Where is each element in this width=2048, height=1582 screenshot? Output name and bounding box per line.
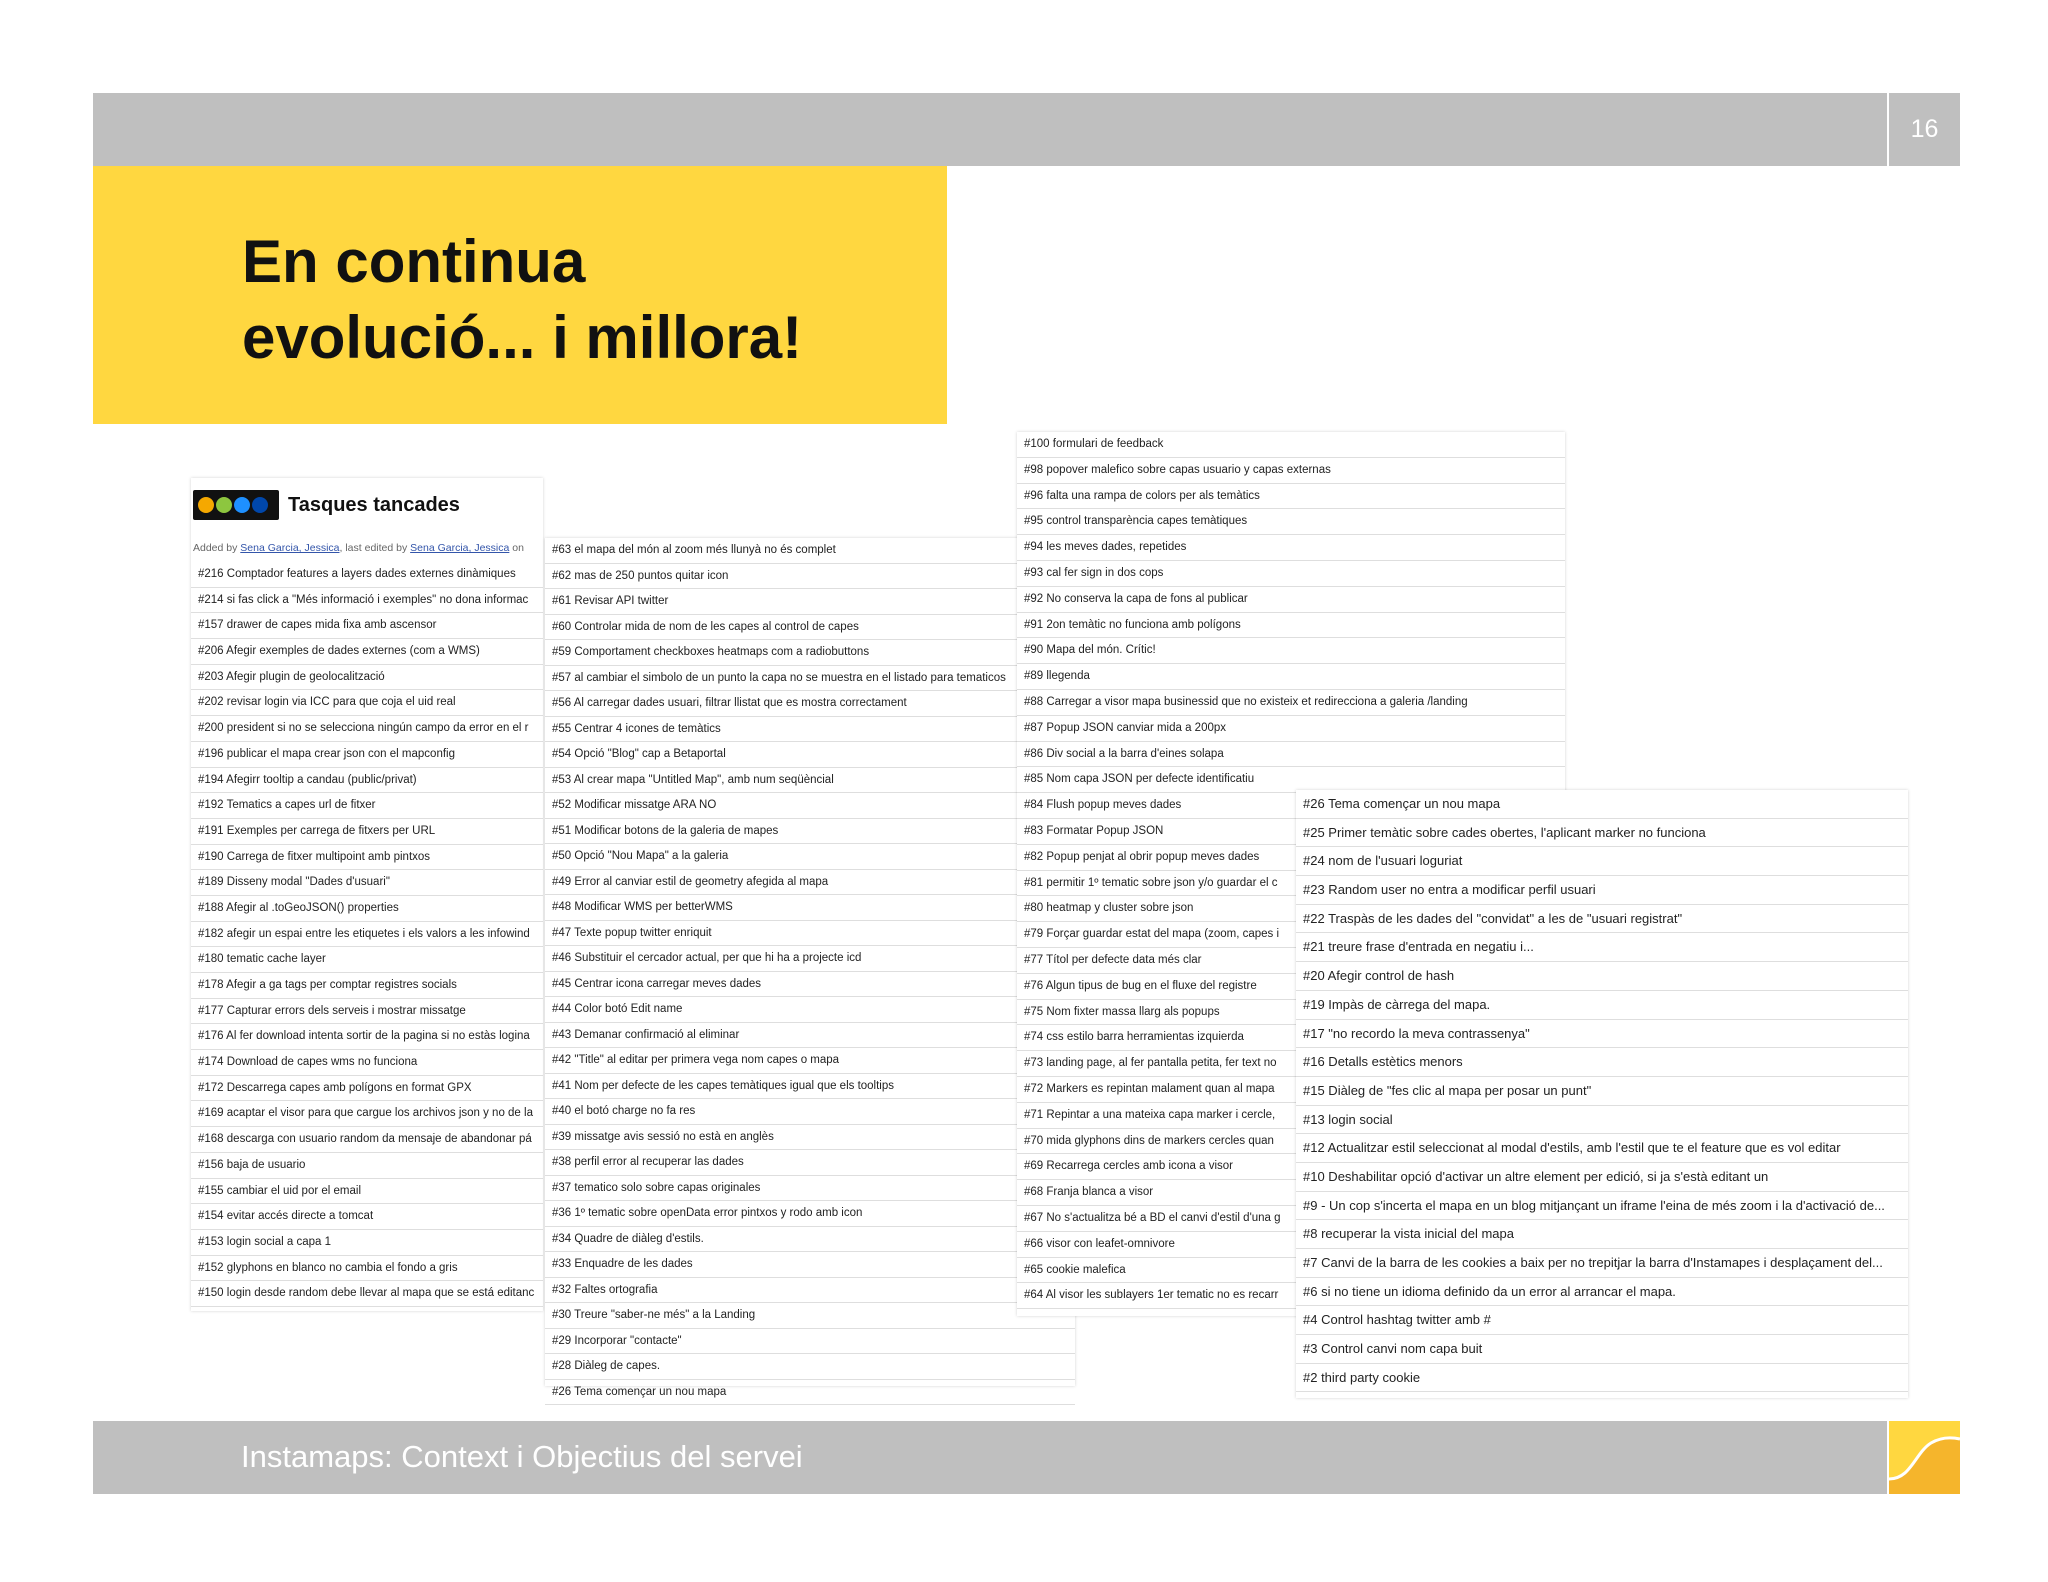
- task-row[interactable]: #64 Al visor les sublayers 1er tematic no es recarr: [1017, 1283, 1565, 1309]
- closed-task-row[interactable]: #152 glyphons en blanco no cambia el fondo a gris: [191, 1256, 543, 1282]
- closed-task-row[interactable]: #188 Afegir al .toGeoJSON() properties: [191, 896, 543, 922]
- task-row[interactable]: #13 login social: [1296, 1106, 1908, 1135]
- task-row[interactable]: #65 cookie malefica: [1017, 1258, 1565, 1284]
- task-row[interactable]: #24 nom de l'usuari loguriat: [1296, 847, 1908, 876]
- closed-task-row[interactable]: #214 si fas click a "Més informació i exemples" no dona informac: [191, 588, 543, 614]
- task-row[interactable]: #69 Recarrega cercles amb icona a visor: [1017, 1154, 1565, 1180]
- task-row[interactable]: #87 Popup JSON canviar mida a 200px: [1017, 716, 1565, 742]
- closed-task-row[interactable]: #190 Carrega de fitxer multipoint amb pintxos: [191, 845, 543, 871]
- task-row[interactable]: #9 - Un cop s'incerta el mapa en un blog mitjançant un iframe l'eina de més zoom i la d'activació de...: [1296, 1192, 1908, 1221]
- task-row[interactable]: #82 Popup penjat al obrir popup meves dades: [1017, 845, 1565, 871]
- task-row[interactable]: #21 treure frase d'entrada en negatiu i...: [1296, 933, 1908, 962]
- task-row[interactable]: #98 popover malefico sobre capas usuario y capas externas: [1017, 458, 1565, 484]
- task-row[interactable]: #96 falta una rampa de colors per als temàtics: [1017, 484, 1565, 510]
- closed-task-row[interactable]: #154 evitar accés directe a tomcat: [191, 1204, 543, 1230]
- task-row[interactable]: #100 formulari de feedback: [1017, 432, 1565, 458]
- task-row[interactable]: #41 Nom per defecte de les capes temàtiques igual que els tooltips: [545, 1074, 1075, 1100]
- task-row[interactable]: #63 el mapa del món al zoom més llunyà no és complet: [545, 538, 1075, 564]
- task-row[interactable]: #84 Flush popup meves dades: [1017, 793, 1565, 819]
- byline-author-link[interactable]: Sena Garcia, Jessica: [240, 542, 340, 554]
- task-row[interactable]: #88 Carregar a visor mapa businessid que no existeix et redirecciona a galeria /landing: [1017, 690, 1565, 716]
- closed-task-row[interactable]: #206 Afegir exemples de dades externes (com a WMS): [191, 639, 543, 665]
- task-row[interactable]: #68 Franja blanca a visor: [1017, 1180, 1565, 1206]
- closed-task-row[interactable]: #189 Disseny modal "Dades d'usuari": [191, 870, 543, 896]
- task-row[interactable]: #25 Primer temàtic sobre cades obertes, l'aplicant marker no funciona: [1296, 819, 1908, 848]
- task-row[interactable]: #73 landing page, al fer pantalla petita, fer text no: [1017, 1051, 1565, 1077]
- task-row[interactable]: #72 Markers es repintan malament quan al mapa: [1017, 1077, 1565, 1103]
- slide-title-line-2: evolució... i millora!: [242, 304, 803, 371]
- slide-title-line-1: En continua: [242, 228, 586, 295]
- task-row[interactable]: #32 Faltes ortografia: [545, 1278, 1075, 1304]
- task-row[interactable]: #34 Quadre de diàleg d'estils.: [545, 1227, 1075, 1253]
- task-row[interactable]: #71 Repintar a una mateixa capa marker i cercle,: [1017, 1103, 1565, 1129]
- task-list-panel-b: [545, 538, 1075, 1398]
- task-row[interactable]: #29 Incorporar "contacte": [545, 1329, 1075, 1355]
- closed-task-row[interactable]: #192 Tematics a capes url de fitxer: [191, 793, 543, 819]
- task-list-b: [545, 538, 1075, 1405]
- logo-circle: [234, 497, 250, 513]
- task-list-d: [1296, 790, 1908, 1392]
- task-list-panel-d: [1296, 790, 1908, 1398]
- task-row[interactable]: #3 Control canvi nom capa buit: [1296, 1335, 1908, 1364]
- task-row[interactable]: #8 recuperar la vista inicial del mapa: [1296, 1220, 1908, 1249]
- task-row[interactable]: #85 Nom capa JSON per defecte identificatiu: [1017, 767, 1565, 793]
- closed-task-row[interactable]: #169 acaptar el visor para que cargue los archivos json y no de la: [191, 1101, 543, 1127]
- closed-task-row[interactable]: #191 Exemples per carrega de fitxers per URL: [191, 819, 543, 845]
- task-row[interactable]: #54 Opció "Blog" cap a Betaportal: [545, 742, 1075, 768]
- task-row[interactable]: #47 Texte popup twitter enriquit: [545, 921, 1075, 947]
- logo-circle: [252, 497, 268, 513]
- task-row[interactable]: #44 Color botó Edit name: [545, 997, 1075, 1023]
- closed-task-row[interactable]: #216 Comptador features a layers dades externes dinàmiques: [191, 562, 543, 588]
- task-row[interactable]: #80 heatmap y cluster sobre json: [1017, 896, 1565, 922]
- task-row[interactable]: #60 Controlar mida de nom de les capes al control de capes: [545, 615, 1075, 641]
- instamaps-logo-icon: [193, 490, 279, 520]
- task-row[interactable]: #74 css estilo barra herramientas izquierda: [1017, 1025, 1565, 1051]
- task-row[interactable]: #45 Centrar icona carregar meves dades: [545, 972, 1075, 998]
- task-row[interactable]: #51 Modificar botons de la galeria de mapes: [545, 819, 1075, 845]
- task-row[interactable]: #46 Substituir el cercador actual, per que hi ha a projecte icd: [545, 946, 1075, 972]
- closed-task-row[interactable]: #180 tematic cache layer: [191, 947, 543, 973]
- closed-task-row[interactable]: #200 president si no se selecciona ningún campo da error en el r: [191, 716, 543, 742]
- task-row[interactable]: #39 missatge avis sessió no està en anglès: [545, 1125, 1075, 1151]
- brand-swoosh-icon: [1889, 1421, 1960, 1494]
- task-row[interactable]: #91 2on temàtic no funciona amb polígons: [1017, 613, 1565, 639]
- task-row[interactable]: #19 Impàs de càrrega del mapa.: [1296, 991, 1908, 1020]
- task-row[interactable]: #61 Revisar API twitter: [545, 589, 1075, 615]
- closed-task-row[interactable]: #168 descarga con usuario random da mensaje de abandonar pá: [191, 1127, 543, 1153]
- task-row[interactable]: #16 Detalls estètics menors: [1296, 1048, 1908, 1077]
- task-row[interactable]: #70 mida glyphons dins de markers cercles quan: [1017, 1129, 1565, 1155]
- task-row[interactable]: #48 Modificar WMS per betterWMS: [545, 895, 1075, 921]
- page-byline: [193, 542, 524, 554]
- closed-tasks-panel: [191, 478, 543, 1311]
- task-row[interactable]: #79 Forçar guardar estat del mapa (zoom, capes i: [1017, 922, 1565, 948]
- task-row[interactable]: #52 Modificar missatge ARA NO: [545, 793, 1075, 819]
- task-row[interactable]: #7 Canvi de la barra de les cookies a baix per no trepitjar la barra d'Instamapes i desplaçament del...: [1296, 1249, 1908, 1278]
- task-row[interactable]: #86 Div social a la barra d'eines solapa: [1017, 742, 1565, 768]
- closed-task-row[interactable]: #177 Capturar errors dels serveis i mostrar missatge: [191, 999, 543, 1025]
- closed-task-row[interactable]: #155 cambiar el uid por el email: [191, 1179, 543, 1205]
- task-row[interactable]: #12 Actualitzar estil seleccionat al modal d'estils, amb l'estil que te el feature que es vol editar: [1296, 1134, 1908, 1163]
- closed-task-row[interactable]: #172 Descarrega capes amb polígons en format GPX: [191, 1076, 543, 1102]
- task-row[interactable]: #42 "Title" al editar per primera vega nom capes o mapa: [545, 1048, 1075, 1074]
- task-row[interactable]: #67 No s'actualitza bé a BD el canvi d'estil d'una g: [1017, 1206, 1565, 1232]
- task-row[interactable]: #17 "no recordo la meva contrassenya": [1296, 1020, 1908, 1049]
- task-row[interactable]: #90 Mapa del món. Crític!: [1017, 638, 1565, 664]
- task-row[interactable]: #77 Títol per defecte data més clar: [1017, 948, 1565, 974]
- closed-task-row[interactable]: #203 Afegir plugin de geolocalització: [191, 665, 543, 691]
- task-row[interactable]: #28 Diàleg de capes.: [545, 1354, 1075, 1380]
- byline-prefix: Added by: [193, 542, 241, 554]
- closed-tasks-title: Tasques tancades: [288, 494, 460, 516]
- task-row[interactable]: #23 Random user no entra a modificar perfil usuari: [1296, 876, 1908, 905]
- footer-title: Instamaps: Context i Objectius del servei: [241, 1439, 803, 1474]
- task-row[interactable]: #2 third party cookie: [1296, 1364, 1908, 1393]
- footer-bar: [93, 1421, 1887, 1494]
- logo-circle: [216, 497, 232, 513]
- task-row[interactable]: #93 cal fer sign in dos cops: [1017, 561, 1565, 587]
- page-number: 16: [1887, 93, 1960, 166]
- task-row[interactable]: #15 Diàleg de "fes clic al mapa per posar un punt": [1296, 1077, 1908, 1106]
- closed-task-row[interactable]: #150 login desde random debe llevar al mapa que se está editanc: [191, 1281, 543, 1307]
- task-row[interactable]: #95 control transparència capes temàtiques: [1017, 509, 1565, 535]
- closed-task-row[interactable]: #194 Afegirr tooltip a candau (public/privat): [191, 768, 543, 794]
- task-row[interactable]: #37 tematico solo sobre capas originales: [545, 1176, 1075, 1202]
- task-row[interactable]: #92 No conserva la capa de fons al publicar: [1017, 587, 1565, 613]
- task-row[interactable]: #53 Al crear mapa "Untitled Map", amb num seqüèncial: [545, 768, 1075, 794]
- task-row[interactable]: #22 Traspàs de les dades del "convidat" a les de "usuari registrat": [1296, 905, 1908, 934]
- task-row[interactable]: #57 al cambiar el simbolo de un punto la capa no se muestra en el listado para tematicos: [545, 666, 1075, 692]
- closed-task-row[interactable]: #157 drawer de capes mida fixa amb ascensor: [191, 613, 543, 639]
- task-row[interactable]: #30 Treure "saber-ne més" a la Landing: [545, 1303, 1075, 1329]
- task-row[interactable]: #4 Control hashtag twitter amb #: [1296, 1306, 1908, 1335]
- task-row[interactable]: #76 Algun tipus de bug en el fluxe del registre: [1017, 974, 1565, 1000]
- byline-mid: , last edited by: [339, 542, 411, 554]
- closed-task-row[interactable]: #174 Download de capes wms no funciona: [191, 1050, 543, 1076]
- header-bar: [93, 93, 1887, 166]
- closed-task-row[interactable]: #182 afegir un espai entre les etiquetes i els valors a les infowind: [191, 922, 543, 948]
- closed-task-row[interactable]: #153 login social a capa 1: [191, 1230, 543, 1256]
- closed-task-row[interactable]: #196 publicar el mapa crear json con el mapconfig: [191, 742, 543, 768]
- task-row[interactable]: #94 les meves dades, repetides: [1017, 535, 1565, 561]
- closed-task-row[interactable]: #156 baja de usuario: [191, 1153, 543, 1179]
- brand-mark-icon: [1889, 1421, 1960, 1494]
- task-row[interactable]: #62 mas de 250 puntos quitar icon: [545, 564, 1075, 590]
- slide-title: [242, 224, 802, 376]
- task-row[interactable]: #56 Al carregar dades usuari, filtrar llistat que es mostra correctament: [545, 691, 1075, 717]
- task-row[interactable]: #49 Error al canviar estil de geometry afegida al mapa: [545, 870, 1075, 896]
- task-row[interactable]: #83 Formatar Popup JSON: [1017, 819, 1565, 845]
- task-row[interactable]: #6 si no tiene un idioma definido da un error al arrancar el mapa.: [1296, 1278, 1908, 1307]
- task-row[interactable]: #20 Afegir control de hash: [1296, 962, 1908, 991]
- logo-circle: [198, 497, 214, 513]
- task-row[interactable]: #66 visor con leafet-omnivore: [1017, 1232, 1565, 1258]
- closed-tasks-list: [191, 562, 543, 1307]
- task-row[interactable]: #55 Centrar 4 icones de temàtics: [545, 717, 1075, 743]
- closed-task-row[interactable]: #176 Al fer download intenta sortir de la pagina si no estàs logina: [191, 1024, 543, 1050]
- task-row[interactable]: #43 Demanar confirmació al eliminar: [545, 1023, 1075, 1049]
- closed-tasks-header: [191, 478, 543, 568]
- task-row[interactable]: #36 1º tematic sobre openData error pintxos y rodo amb icon: [545, 1201, 1075, 1227]
- task-row[interactable]: #40 el botó charge no fa res: [545, 1099, 1075, 1125]
- task-row[interactable]: #59 Comportament checkboxes heatmaps com a radiobuttons: [545, 640, 1075, 666]
- task-row[interactable]: #26 Tema començar un nou mapa: [1296, 790, 1908, 819]
- closed-task-row[interactable]: #202 revisar login via ICC para que coja el uid real: [191, 690, 543, 716]
- task-row[interactable]: #38 perfil error al recuperar las dades: [545, 1150, 1075, 1176]
- closed-task-row[interactable]: #178 Afegir a ga tags per comptar registres socials: [191, 973, 543, 999]
- task-row[interactable]: #50 Opció "Nou Mapa" a la galeria: [545, 844, 1075, 870]
- task-row[interactable]: #26 Tema començar un nou mapa: [545, 1380, 1075, 1406]
- task-row[interactable]: #33 Enquadre de les dades: [545, 1252, 1075, 1278]
- task-row[interactable]: #89 llegenda: [1017, 664, 1565, 690]
- task-row[interactable]: #10 Deshabilitar opció d'activar un altre element per edició, si ja s'està editant un: [1296, 1163, 1908, 1192]
- task-row[interactable]: #75 Nom fixter massa llarg als popups: [1017, 1000, 1565, 1026]
- byline-suffix: on: [509, 542, 524, 554]
- byline-editor-link[interactable]: Sena Garcia, Jessica: [410, 542, 510, 554]
- task-row[interactable]: #81 permitir 1º tematic sobre json y/o guardar el c: [1017, 871, 1565, 897]
